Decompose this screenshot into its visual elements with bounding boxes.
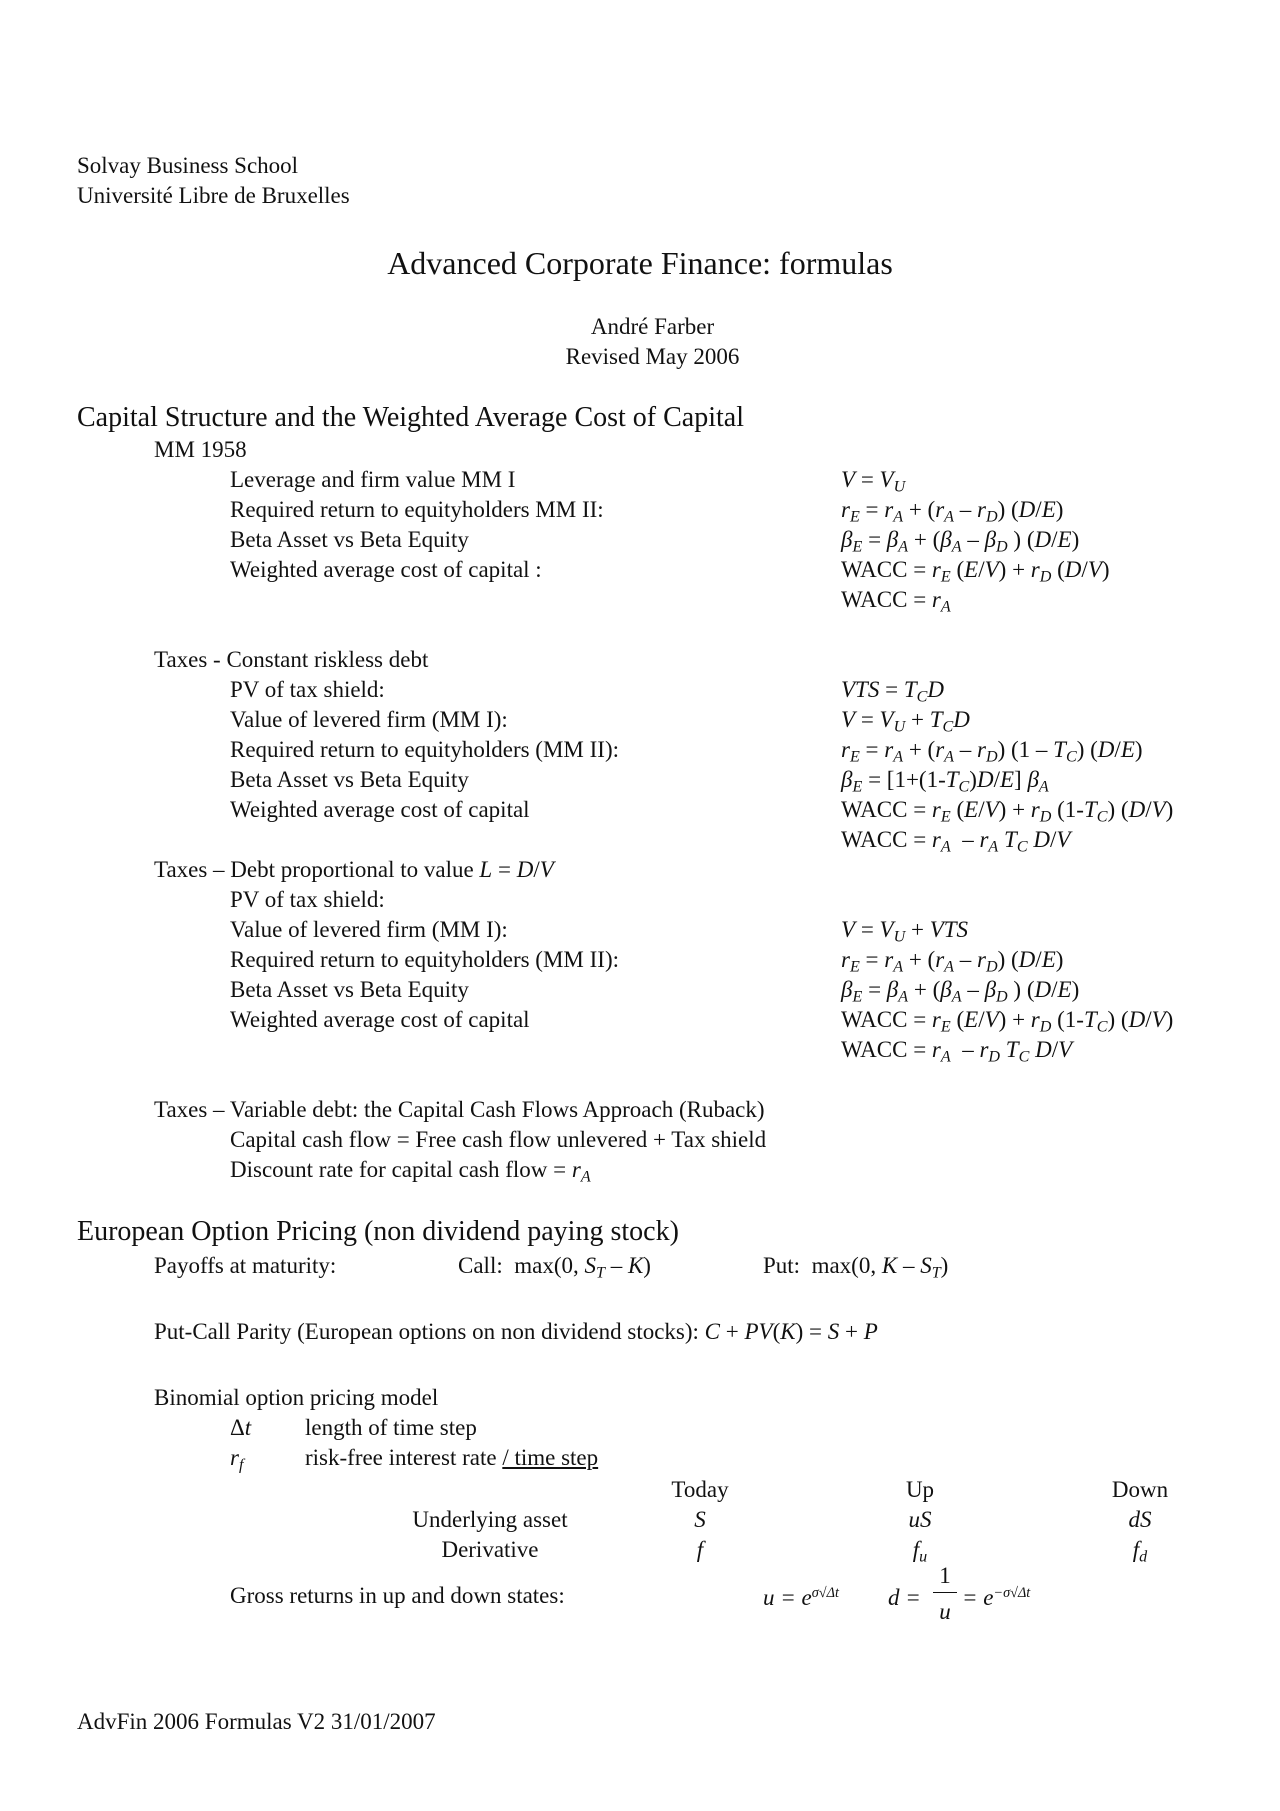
derivative-down: $f_d$ xyxy=(1132,1537,1148,1566)
row-label-underlying: Underlying asset xyxy=(412,1507,568,1532)
formula-mm2: $r_E = r_A + (r_A - r_D)$ (D/E) xyxy=(841,497,1064,526)
taxes-variable-heading: Taxes – Variable debt: the Capital Cash Flows Approach (Ruback) xyxy=(154,1097,765,1122)
capital-cash-flow-definition: Capital cash flow = Free cash flow unlevered + Tax shield xyxy=(230,1127,767,1152)
formula-d-right: = $e^{-\sigma√\Delta t}$ xyxy=(962,1585,1031,1610)
taxes-proportional-beta-label: Beta Asset vs Beta Equity xyxy=(230,977,469,1002)
formula-wacc-ra-constant: WACC = $r_A - r_A$ $T_C$ D/V xyxy=(841,827,1071,856)
university-name: Université Libre de Bruxelles xyxy=(77,183,350,208)
underlying-today: S xyxy=(694,1507,706,1532)
section-capital-structure-title: Capital Structure and the Weighted Average Cost of Capital xyxy=(77,402,744,433)
derivative-today: f xyxy=(696,1537,704,1562)
taxes-proportional-value-label: Value of levered firm (MM I): xyxy=(230,917,508,942)
column-header-up: Up xyxy=(905,1477,935,1502)
formula-u: $u = e^{\sigma√\Delta t}$ xyxy=(763,1585,839,1610)
formula-mm1: $V = V_U$ xyxy=(841,467,906,496)
underlying-down: dS xyxy=(1128,1507,1152,1532)
formula-vts-constant: VTS = $T_CD$ xyxy=(841,677,944,706)
mm1958-beta-label: Beta Asset vs Beta Equity xyxy=(230,527,469,552)
fraction-bar xyxy=(933,1592,957,1593)
derivative-up: $f_u$ xyxy=(912,1537,928,1566)
document-title: Advanced Corporate Finance: formulas xyxy=(387,245,893,281)
formula-wacc-ra-proportional: WACC = $r_A - r_D$ $T_C$ D/V xyxy=(841,1037,1073,1066)
column-header-down: Down xyxy=(1111,1477,1169,1502)
call-payoff-formula: Call: max(0, $S_T - K$) xyxy=(458,1253,651,1282)
fraction-numerator: 1 xyxy=(939,1563,951,1588)
put-call-parity: Put-Call Parity (European options on non dividend stocks): C + PV(K) = S + P xyxy=(154,1319,878,1344)
footer-text: AdvFin 2006 Formulas V2 31/01/2007 xyxy=(77,1709,436,1734)
revision-date: Revised May 2006 xyxy=(565,344,740,369)
school-name: Solvay Business School xyxy=(77,153,299,178)
column-header-today: Today xyxy=(671,1477,729,1502)
formula-wacc-constant: WACC = $r_E$ $(E/V) + r_D$ $(1-T_C)$ (D/V) xyxy=(841,797,1174,826)
payoffs-label: Payoffs at maturity: xyxy=(154,1253,337,1278)
fraction-denominator: u xyxy=(939,1599,951,1624)
taxes-proportional-pv-label: PV of tax shield: xyxy=(230,887,385,912)
delta-t-description: length of time step xyxy=(305,1415,477,1440)
rf-description: risk-free interest rate / time step xyxy=(305,1445,599,1470)
formula-wacc: WACC = $r_E$ $(E/V) + r_D$ (D/V) xyxy=(841,557,1110,586)
formula-beta-proportional: $\beta_E = \beta_A + (\beta_A - \beta_D$ ) (D/E) xyxy=(841,977,1080,1006)
row-label-derivative: Derivative xyxy=(441,1537,539,1562)
taxes-proportional-req-return-label: Required return to equityholders (MM II): xyxy=(230,947,619,972)
taxes-constant-req-return-label: Required return to equityholders (MM II): xyxy=(230,737,619,762)
rf-symbol: $r_f$ xyxy=(230,1445,244,1474)
formula-wacc-equals-ra: WACC = $r_A$ xyxy=(841,587,951,616)
mm1958-wacc-label: Weighted average cost of capital : xyxy=(230,557,542,582)
formula-value-levered-proportional: $V = V_U$ + VTS xyxy=(841,917,969,946)
delta-t-symbol: Δt xyxy=(230,1415,252,1440)
mm1958-req-return-label: Required return to equityholders MM II: xyxy=(230,497,604,522)
gross-returns-label: Gross returns in up and down states: xyxy=(230,1583,565,1608)
binomial-heading: Binomial option pricing model xyxy=(154,1385,439,1410)
put-payoff-formula: Put: max(0, K – $S_T$) xyxy=(763,1253,949,1282)
underlying-up: uS xyxy=(908,1507,932,1532)
formula-beta-constant: $\beta_E = [1+(1-T_C)D/E]$ $\beta_A$ xyxy=(841,767,1049,796)
formula-wacc-proportional: WACC = $r_E$ $(E/V) + r_D$ $(1-T_C)$ (D/V) xyxy=(841,1007,1174,1036)
formula-beta: $\beta_E = \beta_A + (\beta_A - \beta_D$ ) (D/E) xyxy=(841,527,1080,556)
taxes-constant-pv-label: PV of tax shield: xyxy=(230,677,385,702)
taxes-constant-beta-label: Beta Asset vs Beta Equity xyxy=(230,767,469,792)
taxes-constant-wacc-label: Weighted average cost of capital xyxy=(230,797,530,822)
formula-d-left: d = xyxy=(888,1585,921,1610)
taxes-proportional-wacc-label: Weighted average cost of capital xyxy=(230,1007,530,1032)
formula-value-levered-constant: $V = V_U + T_CD$ xyxy=(841,707,970,736)
mm1958-leverage-label: Leverage and firm value MM I xyxy=(230,467,516,492)
taxes-proportional-heading: Taxes – Debt proportional to value L = D/V xyxy=(154,857,554,882)
discount-rate-definition: Discount rate for capital cash flow = $r_A$ xyxy=(230,1157,591,1186)
author: André Farber xyxy=(590,314,715,339)
mm1958-heading: MM 1958 xyxy=(154,437,247,462)
section-option-pricing-title: European Option Pricing (non dividend paying stock) xyxy=(77,1216,679,1247)
taxes-constant-heading: Taxes - Constant riskless debt xyxy=(154,647,429,672)
formula-mm2-constant: $r_E = r_A + (r_A - r_D)$ $(1 - T_C)$ (D/E) xyxy=(841,737,1143,766)
taxes-constant-value-label: Value of levered firm (MM I): xyxy=(230,707,508,732)
formula-mm2-proportional: $r_E = r_A + (r_A - r_D)$ (D/E) xyxy=(841,947,1064,976)
